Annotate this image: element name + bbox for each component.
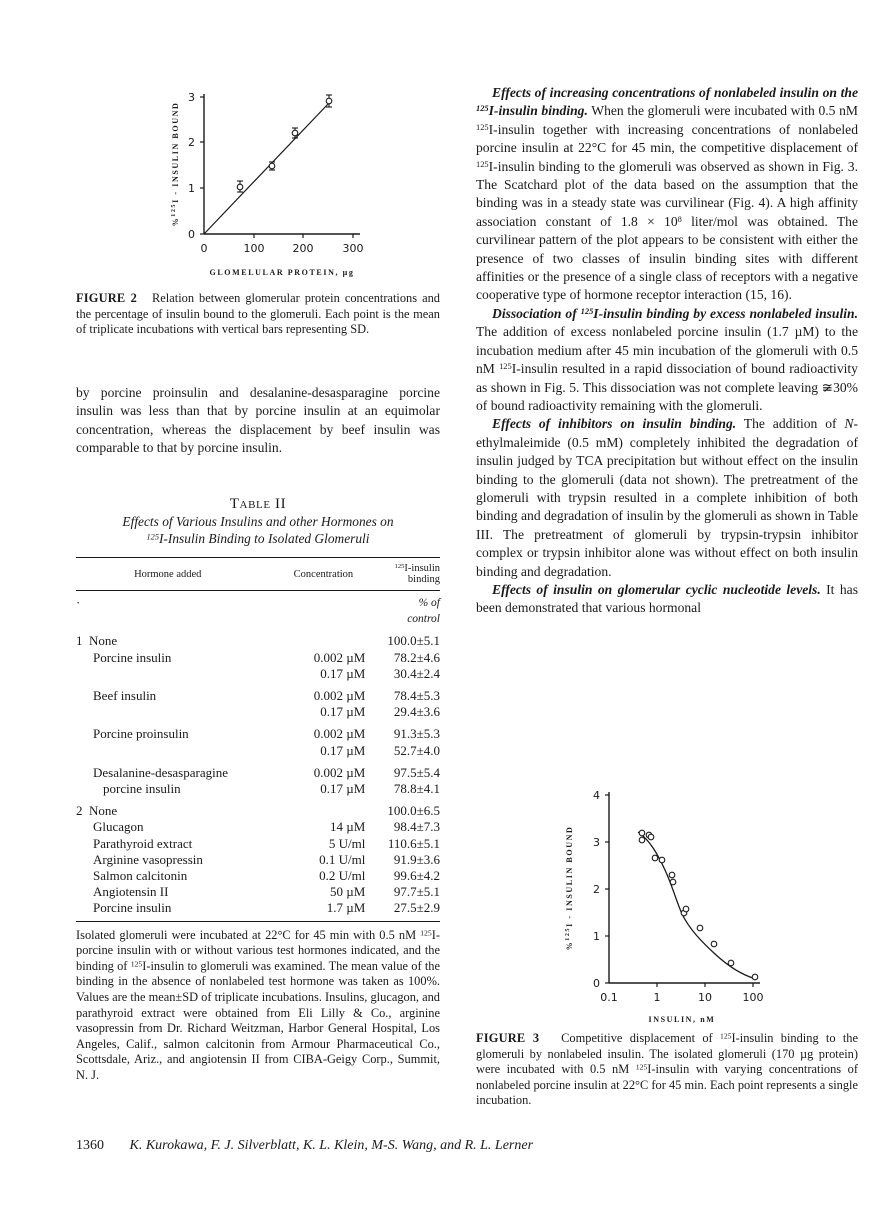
right-column (476, 84, 858, 618)
figure-3 (550, 770, 780, 1030)
paragraph-displacement: Effects of increasing concentrations of nonlabeled insulin on the $^{125}$I-insulin binding. When the glomeruli were incubated with 0.5 nM $^{125}$I-insulin together with increasing concentrations of nonlabeled porcine insulin at 22°C for 45 min, the competitive displacement of $^{125}$I-insulin binding to the glomeruli was observed as shown in Fig. 3. The Scatchard plot of the data based on the assumption that the binding was in a steady state was curvilinear (Fig. 4). A high affinity association constant of $1.8 \times 10^8$ liter/mol was obtained. The curvilinear pattern of the plot appears to be consistent with either the presence of two classes of insulin binding sites with different affinities or the presence of a single class of receptors with a negative cooperative type of hormone receptor interaction (15, 16). (476, 85, 858, 303)
section-heading: Dissociation of $^{125}$I-insulin binding by excess nonlabeled insulin. (492, 305, 858, 321)
y-tick-0: 0 (188, 228, 195, 241)
table-2 (76, 496, 440, 1084)
table-header-row (76, 558, 440, 591)
figure-2-plot (150, 82, 380, 282)
fit-curve (638, 832, 756, 979)
data-points (237, 95, 332, 192)
section-heading: Effects of increasing concentrations of nonlabeled insulin on the $^{125}$I-insulin binding. (476, 85, 858, 119)
y-tick-3: 3 (593, 836, 600, 849)
table-subtitle-line1: Effects of Various Insulins and other Hormones on (122, 514, 394, 529)
table-row: 0.17 µM 29.4±3.6 (320, 704, 440, 720)
page-footer (76, 1138, 856, 1154)
table-row: 1 None 100.0±5.1 (76, 633, 440, 649)
figure-2-caption (76, 291, 440, 338)
page-number: 1360 (76, 1138, 104, 1153)
x-tick-1: 1 (653, 991, 661, 1004)
table-row: Arginine vasopressin 0.1 U/ml 91.9±3.6 (93, 851, 440, 867)
table-row: Beef insulin 0.002 µM 78.4±5.3 (93, 688, 440, 704)
table-footnote: Isolated glomeruli were incubated at 22°C for 45 min with 0.5 nM $^{125}$I-porcine insulin with or without various test hormones indicated, and the binding of $^{125}$I-insulin to glomeruli was examined. The mean value of the binding in the absence of nonlabeled test hormone was taken as 100%. Values are the mean±SD of triplicate incubations. Insulins, glucagon, and parathyroid extract were obtained from Eli Lilly & Co., arginine vasopressin from Dr. Richard Weitzman, Harbor General Hospital, Los Angeles, Calif., salmon calcitonin from Armour Pharmaceutical Co., Scottsdale, Ariz., and angiotensin II from CIBA-Geigy Corp., Summit, N. J. (76, 927, 440, 1082)
table-row: Porcine insulin 0.002 µM 78.2±4.6 (93, 649, 440, 665)
x-tick-300: 300 (342, 242, 364, 255)
figure-3-caption: FIGURE 3 Competitive displacement of $^{125}$I-insulin binding to the glomeruli by nonlabeled insulin. The isolated glomeruli (170 µg protein) were incubated with 0.5 nM $^{125}$I-insulin with varying concentrations of nonlabeled porcine insulin at 22°C for 45 min. Each point represents a single incubation. (476, 1031, 858, 1108)
units-row: · % of control (76, 595, 440, 626)
y-tick-2: 2 (188, 136, 195, 149)
col-header-concentration: Concentration (259, 558, 387, 591)
table-subtitle-line2: $^{125}$I-Insulin Binding to Isolated Glomeruli (146, 531, 370, 546)
y-tick-4: 4 (593, 789, 600, 802)
y-tick-0: 0 (593, 977, 600, 990)
table-row: 0.17 µM 52.7±4.0 (320, 742, 440, 758)
data-points (639, 830, 758, 980)
table-row: Salmon calcitonin 0.2 U/ml 99.6±4.2 (93, 868, 440, 884)
y-tick-3: 3 (188, 91, 195, 104)
x-tick-0.1: 0.1 (600, 991, 618, 1004)
figure-2-label: FIGURE 2 (76, 291, 137, 305)
paragraph: by porcine proinsulin and desalanine-desasparagine porcine insulin was less than that by porcine insulin at an equimolar concentration, whereas the displacement by beef insulin was comparable to that by porcine insulin. (76, 385, 440, 456)
y-tick-2: 2 (593, 883, 600, 896)
x-tick-10: 10 (698, 991, 712, 1004)
left-column-paragraph (76, 384, 440, 458)
fit-line (204, 103, 329, 234)
table-row: 2 None 100.0±6.5 (76, 803, 440, 819)
col-header-binding: $^{125}$I-insulin binding (387, 558, 440, 591)
x-axis-label: GLOMELULAR PROTEIN, µg (209, 268, 355, 277)
table-row: 0.17 µM 30.4±2.4 (320, 665, 440, 681)
table-row: porcine insulin 0.17 µM 78.8±4.1 (103, 781, 440, 797)
table-row: Parathyroid extract 5 U/ml 110.6±5.1 (93, 835, 440, 851)
table-2-grid (76, 557, 440, 922)
y-tick-1: 1 (188, 182, 195, 195)
x-tick-200: 200 (292, 242, 314, 255)
y-tick-1: 1 (593, 930, 600, 943)
paragraph-dissociation: Dissociation of $^{125}$I-insulin binding by excess nonlabeled insulin. The addition of excess nonlabeled porcine insulin (1.7 µM) to the incubation medium after 45 min incubation of the glomeruli with 0.5 nM $^{125}$I-insulin resulted in a rapid dissociation of bound radioactivity as shown in Fig. 5. This dissociation was not complete leaving ≆30% of bound radioactivity remaining with the glomeruli. (476, 305, 858, 413)
table-row: Angiotensin II 50 µM 97.7±5.1 (93, 884, 440, 900)
table-subtitle (76, 513, 440, 547)
x-tick-100: 100 (243, 242, 265, 255)
author-list: K. Kurokawa, F. J. Silverblatt, K. L. Klein, M-S. Wang, and R. L. Lerner (129, 1138, 534, 1153)
section-heading: Effects of inhibitors on insulin binding. (492, 416, 737, 432)
x-tick-0: 0 (200, 242, 208, 255)
table-row: Porcine insulin 1.7 µM 27.5±2.9 (93, 900, 440, 916)
section-heading: Effects of insulin on glomerular cyclic nucleotide levels. (492, 581, 821, 597)
figure-2 (150, 82, 380, 282)
col-header-hormone: Hormone added (76, 558, 259, 591)
x-axis-label: INSULIN, nM (648, 1015, 716, 1024)
figure-3-plot (550, 770, 780, 1030)
paragraph-cyclic-nucleotide: Effects of insulin on glomerular cyclic nucleotide levels. It has been demonstrated that various hormonal (476, 581, 858, 616)
y-axis-label: %$^{125}$I - INSULIN BOUND (565, 825, 574, 951)
x-tick-100: 100 (742, 991, 764, 1004)
table-row: Desalanine-desasparagine 0.002 µM 97.5±5.4 (93, 764, 440, 780)
paragraph-inhibitors: Effects of inhibitors on insulin binding. The addition of N-ethylmaleimide (0.5 mM) completely inhibited the degradation of insulin judged by TCA precipitation but without effect on the insulin binding to the glomeruli (data not shown). The pretreatment of the glomeruli with trypsin resulted in a complete inhibition of both binding and degradation of insulin by the glomeruli as shown in Table III. The pretreatment of glomeruli by trypsin-trypsin inhibitor complex or trypsin inhibitor alone was without effect on both insulin binding and degradation. (476, 416, 858, 579)
y-axis-label: %$^{125}$I - INSULIN BOUND (171, 101, 180, 227)
figure-3-label: FIGURE 3 (476, 1031, 540, 1045)
table-row: Glucagon 14 µM 98.4±7.3 (93, 819, 440, 835)
figure-2-caption-text: Relation between glomerular protein concentrations and the percentage of insulin bound to the glomeruli. Each point is the mean of triplicate incubations with vertical bars representing SD. (76, 291, 440, 337)
table-row: Porcine proinsulin 0.002 µM 91.3±5.3 (93, 726, 440, 742)
table-title: Table II (229, 496, 287, 512)
